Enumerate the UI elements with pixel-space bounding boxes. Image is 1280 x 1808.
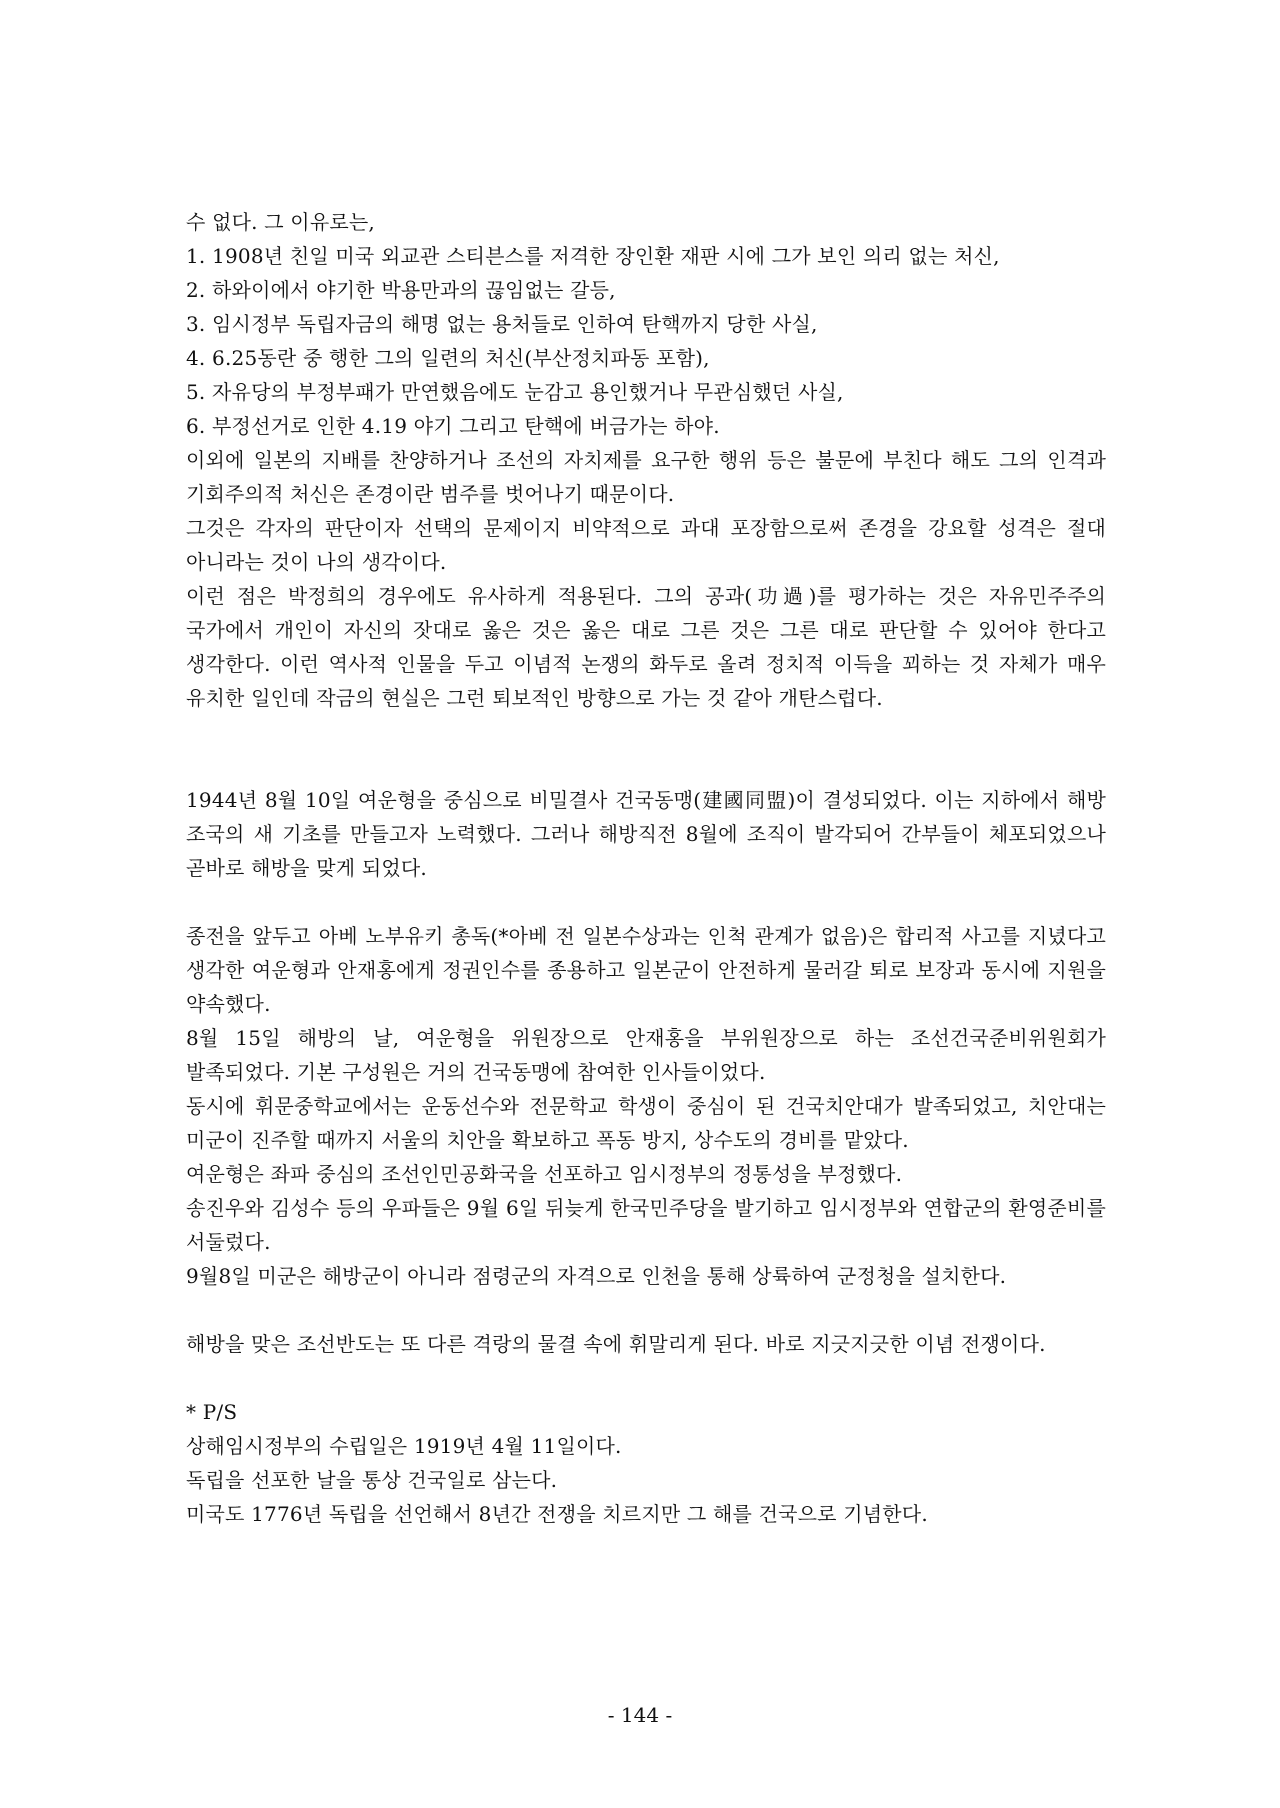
paragraph: 1944년 8월 10일 여운형을 중심으로 비밀결사 건국동맹(建國同盟)이 결성되었다. 이는 지하에서 해방 조국의 새 기초를 만들고자 노력했다. 그러나 해방직전 8월에 조직이 발각되어 간부들이 체포되었으나 곧바로 해방을 맞게 되었다. [186, 788, 1106, 880]
ps-line: 독립을 선포한 날을 통상 건국일로 삼는다. [186, 1468, 558, 1492]
list-item: 5. 자유당의 부정부패가 만연했음에도 눈감고 용인했거나 무관심했던 사실, [186, 380, 844, 404]
paragraph: 송진우와 김성수 등의 우파들은 9월 6일 뒤늦게 한국민주당을 발기하고 임시정부와 연합군의 환영준비를 서둘렀다. [186, 1196, 1106, 1254]
text-line: 수 없다. 그 이유로는, [186, 210, 375, 234]
section-spacer [186, 885, 1106, 919]
paragraph: 8월 15일 해방의 날, 여운형을 위원장으로 안재홍을 부위원장으로 하는 조선건국준비위원회가 발족되었다. 기본 구성원은 거의 건국동맹에 참여한 인사들이었다. [186, 1026, 1106, 1084]
paragraph: 이런 점은 박정희의 경우에도 유사하게 적용된다. 그의 공과(功過)를 평가하는 것은 자유민주주의 국가에서 개인이 자신의 잣대로 옳은 것은 옳은 대로 그른 것은 그른 대로 판단할 수 있어야 한다고 생각한다. 이런 역사적 인물을 두고 이념적 논쟁의 화두로 올려 정치적 이득을 꾀하는 것 자체가 매우 유치한 일인데 작금의 현실은 그런 퇴보적인 방향으로 가는 것 같아 개탄스럽다. [186, 584, 1106, 710]
paragraph: 9월8일 미군은 해방군이 아니라 점령군의 자격으로 인천을 통해 상륙하여 군정청을 설치한다. [186, 1264, 1007, 1288]
paragraph: 동시에 휘문중학교에서는 운동선수와 전문학교 학생이 중심이 된 건국치안대가 발족되었고, 치안대는 미군이 진주할 때까지 서울의 치안을 확보하고 폭동 방지, 상수도의 경비를 맡았다. [186, 1094, 1106, 1152]
ps-line: 미국도 1776년 독립을 선언해서 8년간 전쟁을 치르지만 그 해를 건국으로 기념한다. [186, 1502, 928, 1526]
page-number: - 144 - [607, 1703, 673, 1727]
ps-heading: * P/S [186, 1400, 238, 1424]
paragraph: 여운형은 좌파 중심의 조선인민공화국을 선포하고 임시정부의 정통성을 부정했다. [186, 1162, 903, 1186]
section-spacer [186, 715, 1106, 783]
paragraph: 종전을 앞두고 아베 노부유키 총독(*아베 전 일본수상과는 인척 관계가 없음)은 합리적 사고를 지녔다고 생각한 여운형과 안재홍에게 정권인수를 종용하고 일본군이 안전하게 물러갈 퇴로 보장과 동시에 지원을 약속했다. [186, 924, 1106, 1016]
list-item: 6. 부정선거로 인한 4.19 야기 그리고 탄핵에 버금가는 하야. [186, 414, 720, 438]
body-text [186, 205, 1106, 1531]
paragraph: 이외에 일본의 지배를 찬양하거나 조선의 자치제를 요구한 행위 등은 불문에 부친다 해도 그의 인격과 기회주의적 처신은 존경이란 범주를 벗어나기 때문이다. [186, 448, 1106, 506]
paragraph: 해방을 맞은 조선반도는 또 다른 격랑의 물결 속에 휘말리게 된다. 바로 지긋지긋한 이념 전쟁이다. [186, 1332, 1046, 1356]
list-item: 4. 6.25동란 중 행한 그의 일련의 처신(부산정치파동 포함), [186, 346, 710, 370]
ps-line: 상해임시정부의 수립일은 1919년 4월 11일이다. [186, 1434, 622, 1458]
list-item: 1. 1908년 친일 미국 외교관 스티븐스를 저격한 장인환 재판 시에 그가 보인 의리 없는 처신, [186, 244, 1000, 268]
section-spacer [186, 1361, 1106, 1395]
paragraph: 그것은 각자의 판단이자 선택의 문제이지 비약적으로 과대 포장함으로써 존경을 강요할 성격은 절대 아니라는 것이 나의 생각이다. [186, 516, 1106, 574]
list-item: 3. 임시정부 독립자금의 해명 없는 용처들로 인하여 탄핵까지 당한 사실, [186, 312, 818, 336]
section-spacer [186, 1293, 1106, 1327]
list-item: 2. 하와이에서 야기한 박용만과의 끊임없는 갈등, [186, 278, 616, 302]
